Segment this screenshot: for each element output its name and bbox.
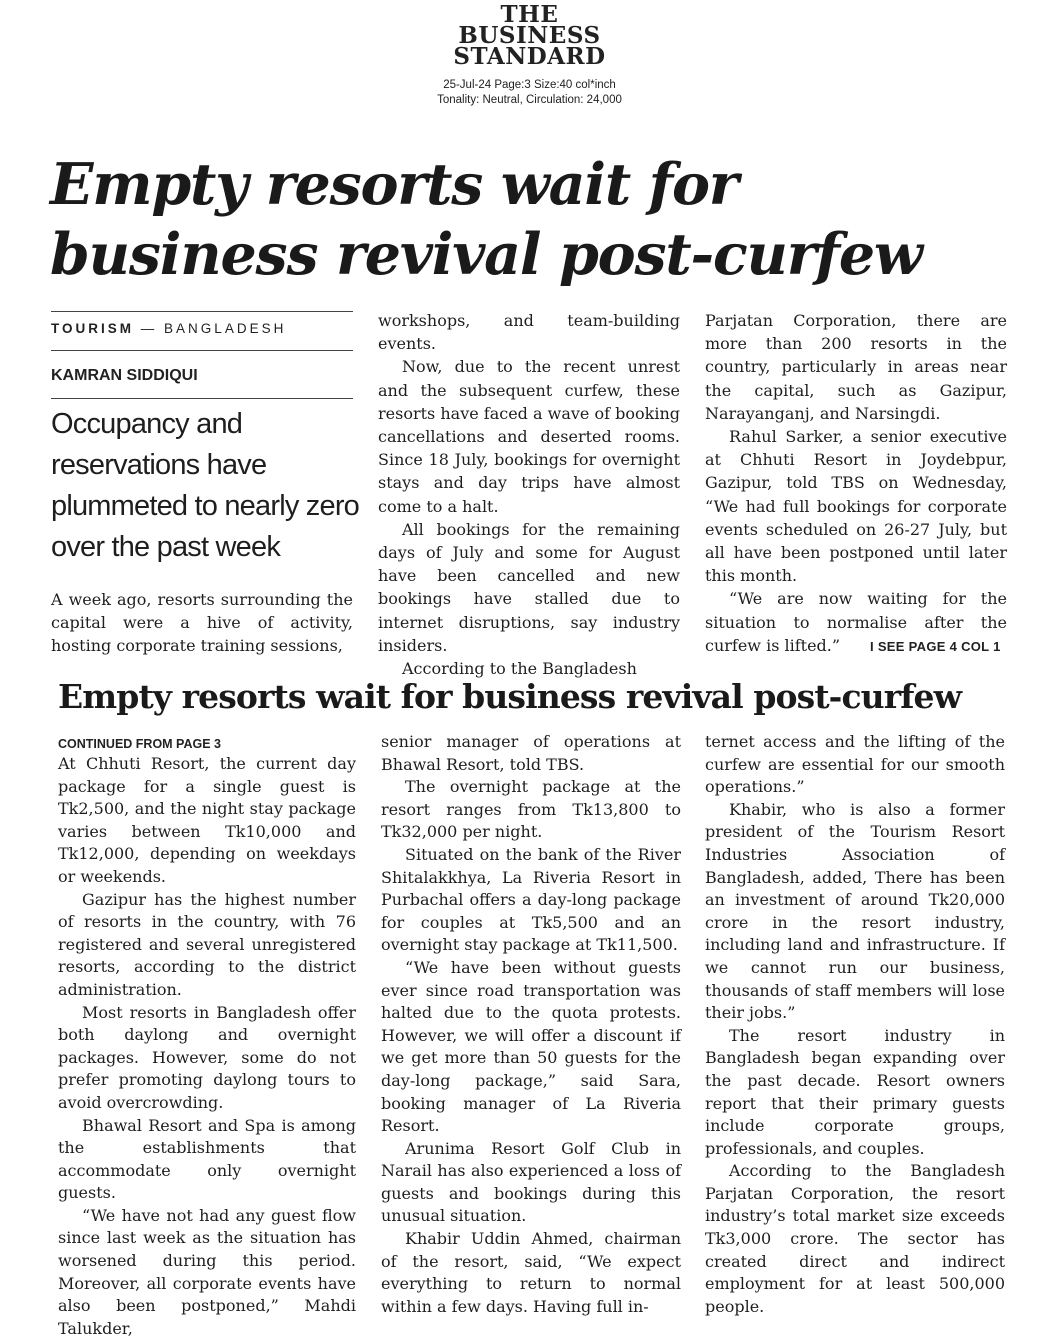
paragraph: All bookings for the remaining days of July and some for August have been cancelled and new bookings have stalled due to internet disruptions, say industry insiders.: [378, 519, 680, 655]
section-region: BANGLADESH: [164, 321, 287, 336]
continuation-column-1: [58, 753, 356, 1340]
clip-info-date-page: 25-Jul-24 Page:3 Size:40 col*inch: [443, 79, 616, 91]
paragraph: Situated on the bank of the River Shitalakkhya, La Riveria Resort in Purbachal offers a day-long package for couples at Tk5,500 and an overnight stay package at Tk11,500.: [381, 844, 681, 955]
paragraph: “We have not had any guest flow since last week as the situation has worsened during this period. Moreover, all corporate events have also been postponed,” Mahdi Talukder,: [58, 1205, 356, 1338]
continuation-column-2: [381, 731, 681, 1318]
newspaper-logo: [0, 1, 1059, 70]
paragraph: According to the Bangladesh: [402, 659, 637, 679]
logo-line-3: STANDARD: [453, 43, 606, 70]
paragraph: Gazipur has the highest number of resorts in the country, with 76 registered and several unregistered resorts, according to the district administration.: [58, 889, 356, 999]
paragraph: Now, due to the recent unrest and the subsequent curfew, these resorts have faced a wave of booking cancellations and deserted rooms. Since 18 July, bookings for overnight stays and day trips have almost come to a halt.: [378, 357, 680, 516]
paragraph: ternet access and the lifting of the curfew are essential for our smooth operations.”: [705, 732, 1005, 797]
paragraph: Most resorts in Bangladesh offer both daylong and overnight packages. However, some do not prefer promoting daylong tours to avoid overcrowding.: [58, 1002, 356, 1112]
paragraph: Parjatan Corporation, there are more than 200 resorts in the country, particularly in areas near the capital, such as Gazipur, Narayanganj, and Narsingdi.: [705, 311, 1007, 423]
continuation-headline: Empty resorts wait for business revival post-curfew: [58, 677, 962, 716]
rule-top: [51, 311, 353, 312]
logo-line-1: THE: [500, 1, 559, 28]
paragraph: The resort industry in Bangladesh began expanding over the past decade. Resort owners report that their primary guests include corporate groups, professionals, and couples.: [705, 1025, 1005, 1158]
paragraph: senior manager of operations at Bhawal Resort, told TBS.: [381, 732, 681, 774]
paragraph: “We have been without guests ever since road transportation was halted due to the quota protests. However, we will offer a discount if we get more than 50 guests for the day-long package,” said Sara, booking manager of La Riveria Resort.: [381, 957, 681, 1136]
clip-info-tonality: Tonality: Neutral, Circulation: 24,000: [437, 94, 622, 106]
paragraph: A week ago, resorts surrounding the capital were a hive of activity, hosting corporate training sessions,: [51, 590, 353, 656]
paragraph: The overnight package at the resort ranges from Tk13,800 to Tk32,000 per night.: [381, 777, 681, 842]
paragraph: Arunima Resort Golf Club in Narail has also experienced a loss of guests and bookings during this unusual situation.: [381, 1138, 681, 1226]
article-column-2: [378, 309, 680, 680]
standfirst: Occupancy and reservations have plummeted to nearly zero over the past week: [51, 408, 360, 563]
paragraph: Bhawal Resort and Spa is among the establishments that accommodate only overnight guests.: [58, 1115, 356, 1203]
paragraph: At Chhuti Resort, the current day package for a single guest is Tk2,500, and the night stay package varies between Tk10,000 and Tk12,000, depending on weekdays or weekends.: [58, 754, 356, 886]
article-headline: Empty resorts wait for business revival post-curfew: [50, 151, 922, 288]
article-column-3: [705, 309, 1007, 657]
logo-line-2: BUSINESS: [458, 22, 601, 49]
paragraph: Khabir Uddin Ahmed, chairman of the resort, said, “We expect everything to return to normal within a few days. Having full in-: [381, 1229, 681, 1316]
section-name: TOURISM: [51, 321, 135, 336]
article-column-1: [51, 588, 353, 658]
rule-bottom: [51, 398, 353, 399]
paragraph: “We are now waiting for the situation to normalise after the curfew is lifted.”: [705, 589, 1007, 655]
paragraph: According to the Bangladesh Parjatan Corporation, the resort industry’s total market size exceeds Tk3,000 crore. The sector has created direct and indirect employment for at least 500,000 people.: [705, 1161, 1005, 1316]
continued-from-label: CONTINUED FROM PAGE 3: [58, 737, 221, 751]
paragraph: Rahul Sarker, a senior executive at Chhuti Resort in Joydebpur, Gazipur, told TBS on Wednesday, “We had full bookings for corporate events scheduled on 26-27 July, but all have been postponed until later this month.: [705, 427, 1007, 586]
rule-middle: [51, 350, 353, 351]
byline: KAMRAN SIDDIQUI: [51, 367, 198, 384]
paragraph: workshops, and team-building events.: [378, 311, 680, 354]
continuation-column-3: [705, 731, 1005, 1318]
paragraph: Khabir, who is also a former president of the Tourism Resort Industries Association of Bangladesh, added, There has been an investment of around Tk20,000 crore in the resort industry, including land and infrastructure. If we cannot run our business, thousands of staff members will lose their jobs.”: [705, 799, 1005, 1023]
section-separator: —: [140, 321, 158, 336]
section-label: [51, 321, 286, 336]
see-page-reference: I SEE PAGE 4 COL 1: [870, 639, 1001, 654]
